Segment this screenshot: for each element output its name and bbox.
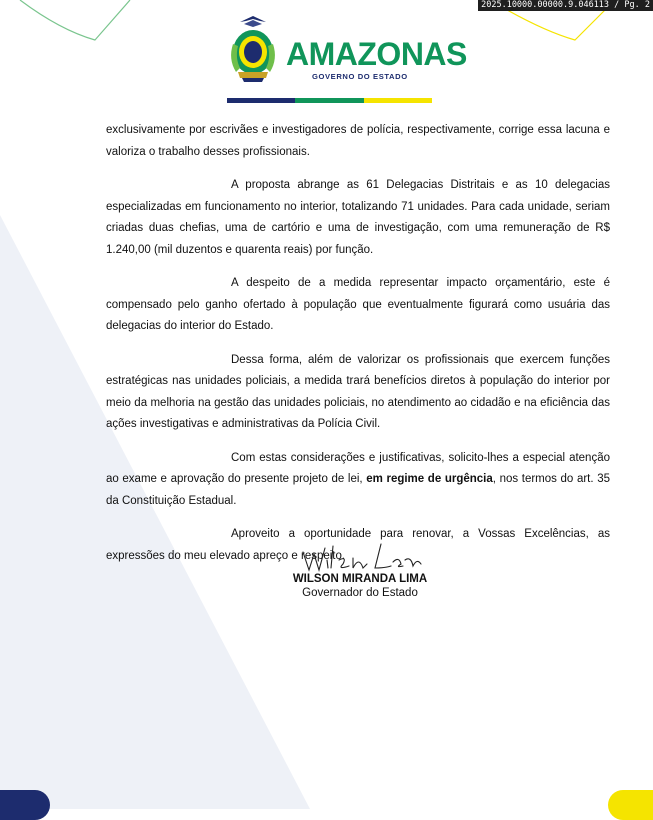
bar-segment-yellow xyxy=(364,98,432,103)
signer-name: WILSON MIRANDA LIMA xyxy=(292,573,428,585)
signer-role: Governador do Estado xyxy=(302,587,418,599)
urgency-emphasis: em regime de urgência xyxy=(366,473,493,485)
signature-block xyxy=(280,538,440,600)
paragraph-6: Aproveito a oportunidade para renovar, a Vossas Excelências, as expressões do meu elevado apreço e respeito. xyxy=(106,528,610,562)
brand-title: AMAZONAS xyxy=(286,36,467,72)
top-left-green-line xyxy=(20,0,130,40)
paragraph-4: Dessa forma, além de valorizar os profissionais que exercem funções estratégicas nas unidades policiais, a medida trará benefícios diretos à população do interior por meio da melhoria na gestão das unidades policiais, no atendimento ao cidadão e na eficiência das ações investigativas e administrativas da Polícia Civil. xyxy=(106,353,610,430)
brand-subtitle: GOVERNO DO ESTADO xyxy=(312,72,408,81)
paragraph-3: A despeito de a medida representar impacto orçamentário, este é compensado pelo ganho ofertado à população que eventualmente figurará como usuária das delegacias do interior do Estado. xyxy=(106,277,610,332)
document-id-label: 2025.10000.00000.9.046113 / Pg. 2 xyxy=(478,0,653,11)
paragraph-1: exclusivamente por escrivães e investigadores de polícia, respectivamente, corrige essa lacuna e valoriza o trabalho desses profissionais. xyxy=(106,124,610,158)
paragraph-5-start: Com estas considerações e justificativas, solicito-lhes a especial atenção ao exame e aprovação do presente projeto de lei, xyxy=(106,451,610,485)
bar-segment-navy xyxy=(227,98,295,103)
paragraph-5-end: , nos termos do art. 35 da Constituição Estadual. xyxy=(106,473,610,507)
bar-segment-green xyxy=(295,98,363,103)
tricolor-bar xyxy=(227,98,432,103)
document-body xyxy=(106,120,610,579)
footer-yellow-pill xyxy=(608,790,653,820)
coat-of-arms-icon xyxy=(226,14,280,86)
paragraph-2: A proposta abrange as 61 Delegacias Distritais e as 10 delegacias especializadas em funcionamento no interior, totalizando 71 unidades. Para cada unidade, seriam criadas duas chefias, uma de cartório e uma de investigação, com uma remuneração de R$ 1.240,00 (mil duzentos e quarenta reais) por função. xyxy=(106,179,610,256)
paragraph-5 xyxy=(106,448,610,513)
header-logo xyxy=(226,14,467,94)
handwritten-signature xyxy=(295,538,425,576)
footer-navy-pill xyxy=(0,790,50,820)
